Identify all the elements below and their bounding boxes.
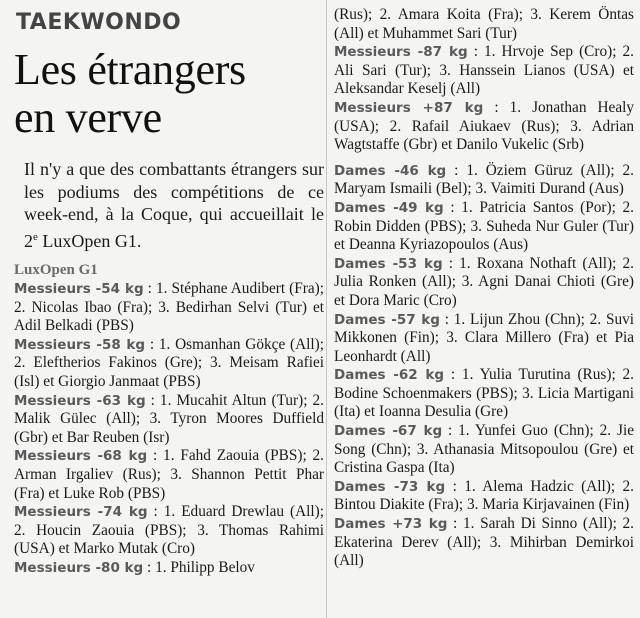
result-entry [14, 280, 324, 336]
result-entry [334, 422, 634, 478]
result-entry [334, 43, 634, 99]
result-entry [334, 366, 634, 422]
entry-spacer [334, 155, 634, 162]
result-text: : 1. Eduard Drewlau (All); 2. Houcin Zaouia (PBS); 3. Thomas Rahimi (USA) et Marko Mutak (Cro) [14, 503, 324, 558]
lead-text-end: LuxOpen G1. [37, 230, 142, 251]
weight-category: Dames -57 kg [334, 311, 440, 328]
rubric-label: TAEKWONDO [16, 10, 182, 35]
result-entry [334, 162, 634, 199]
weight-category: Dames +73 kg [334, 516, 448, 533]
right-results [334, 6, 634, 571]
result-text: : 1. Jonathan Healy (USA); 2. Rafail Aiukaev (Rus); 3. Adrian Wagtstaffe (Gbr) et Danilo Vukelic (Srb) [334, 98, 635, 154]
result-text: : 1. Osmanhan Gökçe (All); 2. Eleftherios Fakinos (Gre); 3. Meisam Rafiei (Isl) et Giorgio Janmaat (PBS) [14, 335, 324, 390]
lead-paragraph [24, 158, 324, 252]
result-text: : 1. Patricia Santos (Por); 2. Robin Didden (PBS); 3. Suheda Nur Guler (Tur) et Deanna Kyriazopoulos (Aus) [334, 198, 634, 254]
weight-category: Dames -67 kg [334, 423, 443, 440]
result-text: : 1. Öziem Güruz (All); 2. Maryam Ismaili (Bel); 3. Vaimiti Durand (Aus) [334, 161, 634, 198]
result-entry [14, 392, 324, 448]
weight-category: Messieurs -87 kg [334, 44, 468, 61]
right-column [334, 6, 634, 571]
result-entry [14, 447, 324, 503]
result-entry [334, 515, 634, 571]
result-entry [334, 199, 634, 255]
result-text: : 1. Mucahit Altun (Tur); 2. Malik Gülec (All); 3. Tyron Moores Duffield (Gbr) et Bar Reuben (Isr) [14, 391, 324, 446]
result-text: : 1. Yunfei Guo (Chn); 2. Jie Song (Chn); 3. Athanasia Mitsopoulou (Gre) et Cristina Gaspa (Ita) [334, 422, 634, 477]
result-text: : 1. Alema Hadzic (All); 2. Bintou Diakite (Fra); 3. Maria Kirjavainen (Fin) [334, 477, 634, 514]
result-entry [14, 503, 324, 559]
weight-category: Messieurs -54 kg [14, 281, 144, 297]
lead-text: Il n'y a que des combattants étrangers sur les podiums des compétitions de ce week-end, à la Coque, qui accueillait le 2 [24, 159, 324, 251]
weight-category: Dames -53 kg [334, 255, 443, 272]
column-divider [326, 0, 327, 618]
weight-category: Dames -46 kg [334, 162, 447, 179]
left-column [14, 10, 324, 578]
result-entry [334, 6, 634, 43]
result-text: : 1. Roxana Nothaft (All); 2. Julia Ronken (All); 3. Agni Danai Chioti (Gre) et Dora Maric (Cro) [334, 254, 634, 309]
weight-category: Messieurs -63 kg [14, 392, 146, 409]
result-text: : 1. Philipp Belov [143, 558, 255, 576]
weight-category: Dames -62 kg [334, 367, 445, 384]
result-text: : 1. Sarah Di Sinno (All); 2. Ekaterina Derev (All); 3. Mihirban Demirkoi (All) [334, 515, 635, 570]
weight-category: Messieurs -58 kg [14, 336, 146, 353]
result-text: : 1. Yulia Turutina (Rus); 2. Bodine Schoenmakers (PBS); 3. Licia Martigani (Ita) et Ioanna Desulia (Gre) [334, 366, 634, 421]
result-text: : 1. Stéphane Audibert (Fra); 2. Nicolas Ibao (Fra); 3. Bedirhan Selvi (Tur) et Adil Belkadi (PBS) [14, 280, 324, 335]
result-text: : 1. Fahd Zaouia (PBS); 2. Arman Irgaliev (Rus); 3. Shannon Pettit Phar (Fra) et Luke Rob (PBS) [14, 447, 324, 502]
result-text: : 1. Hrvoje Sep (Cro); 2. Ali Sari (Tur); 3. Hanssein Lianos (USA) et Aleksandar Keselj (All) [334, 43, 634, 98]
weight-category: Messieurs +87 kg [334, 99, 484, 116]
headline-line-2: en verve [14, 93, 162, 142]
weight-category: Messieurs -68 kg [14, 448, 148, 465]
weight-category: Dames -49 kg [334, 199, 444, 216]
result-entry [14, 559, 324, 578]
result-text: : 1. Lijun Zhou (Chn); 2. Suvi Mikkonen (Fin); 3. Clara Millero (Fra) et Pia Leonhardt (All) [334, 310, 634, 365]
result-entry [14, 336, 324, 392]
result-entry [334, 255, 634, 311]
left-results [14, 280, 324, 578]
headline [14, 46, 324, 142]
headline-line-1: Les étrangers [14, 45, 246, 94]
weight-category: Dames -73 kg [334, 478, 446, 495]
result-entry [334, 311, 634, 367]
result-text: (Rus); 2. Amara Koita (Fra); 3. Kerem Öntas (All) et Muhammet Sari (Tur) [334, 6, 634, 42]
result-entry [334, 99, 634, 155]
weight-category: Messieurs -80 kg [14, 559, 144, 576]
lead-superscript: e [33, 230, 38, 243]
result-entry [334, 478, 634, 515]
section-title: LuxOpen G1 [14, 262, 98, 278]
weight-category: Messieurs -74 kg [14, 504, 148, 521]
